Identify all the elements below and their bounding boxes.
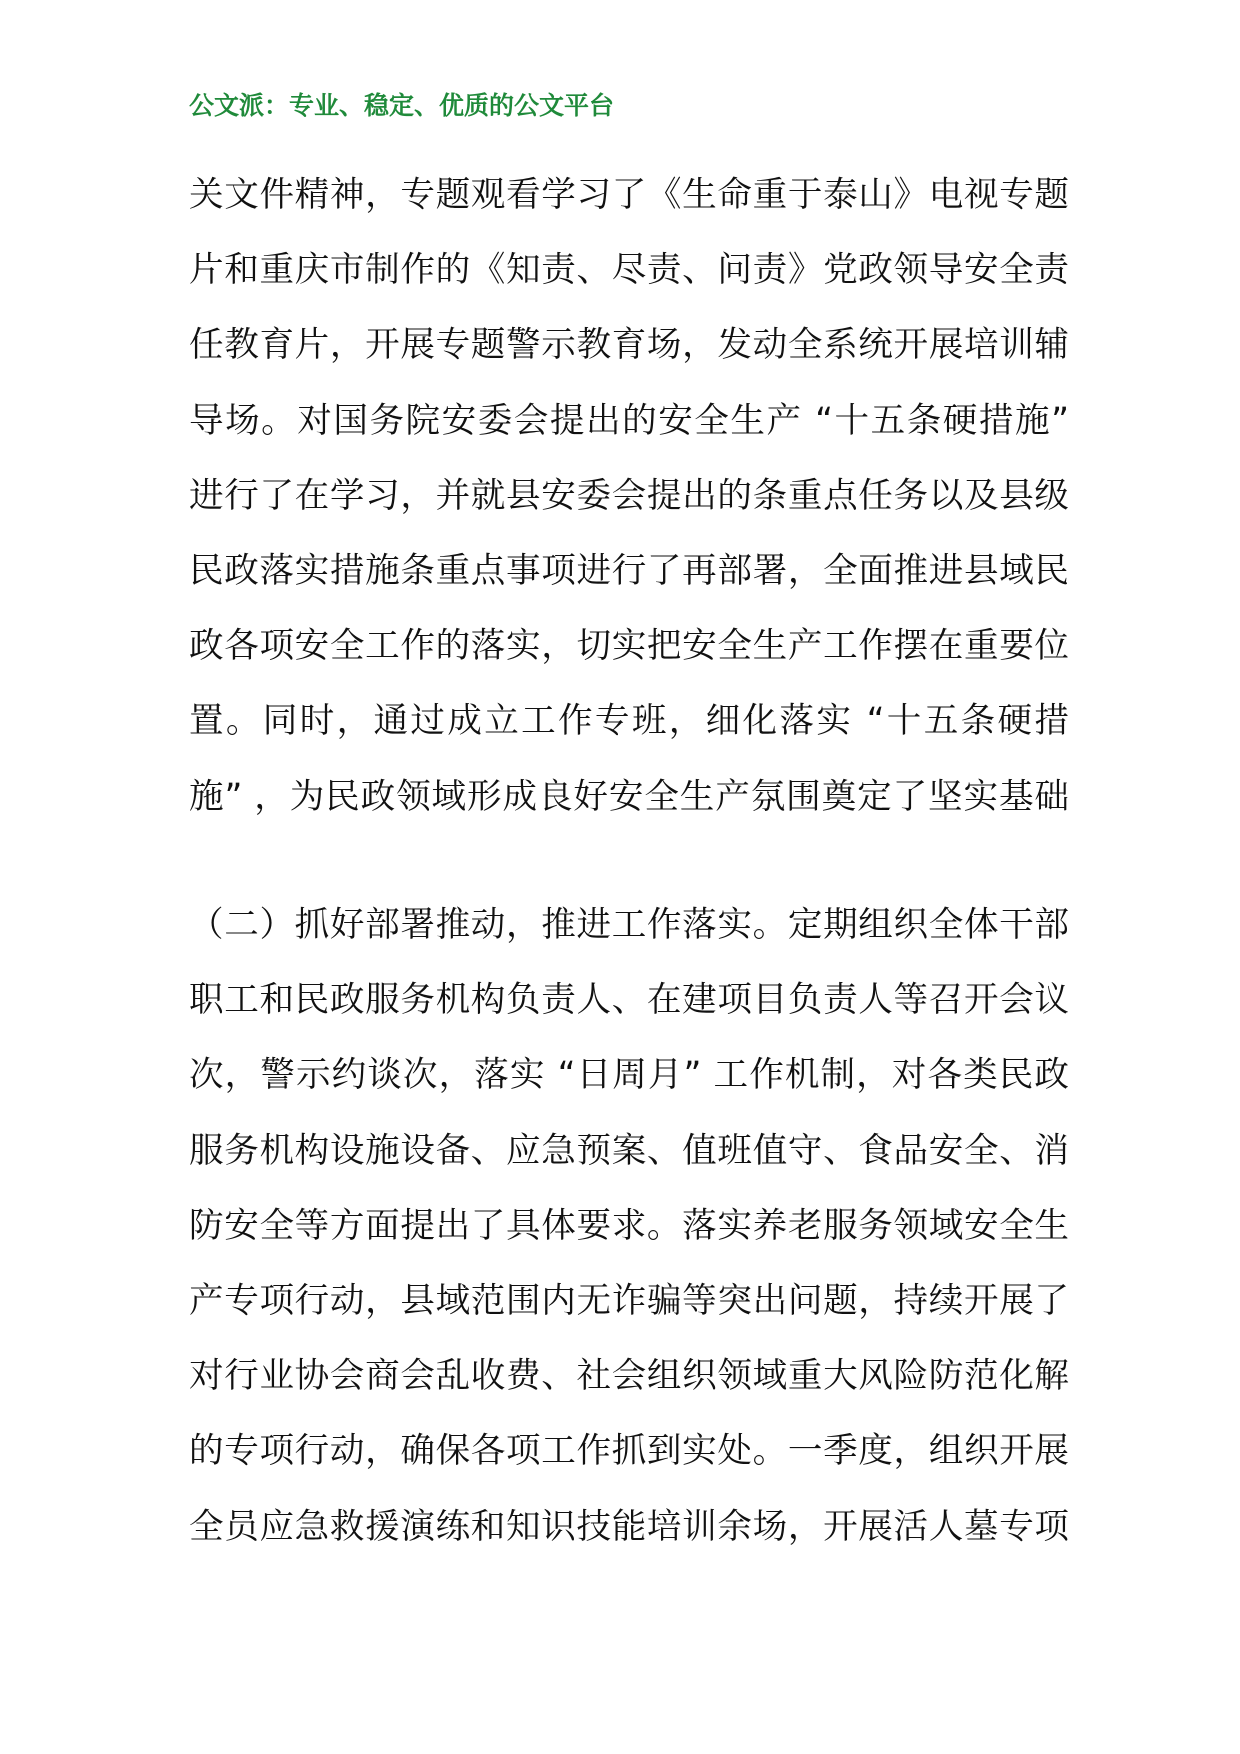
text-line: 次，警示约谈次，落实 “日周月” 工作机制，对各类民政 xyxy=(189,1055,1069,1096)
text-line: 片和重庆市制作的《知责、尽责、问责》党政领导安全责 xyxy=(189,250,1069,291)
text-line: 置。同时，通过成立工作专班，细化落实 “十五条硬措 xyxy=(189,701,1069,742)
text-line: 产专项行动，县域范围内无诈骗等突出问题，持续开展了 xyxy=(189,1280,1069,1321)
text-line: 关文件精神，专题观看学习了《生命重于泰山》电视专题 xyxy=(189,175,1069,215)
text-line: 对行业协会商会乱收费、社会组织领域重大风险防范化解 xyxy=(189,1356,1069,1397)
text-line: 施” ，为民政领域形成良好安全生产氛围奠定了坚实基础 xyxy=(189,776,1069,817)
text-line: 防安全等方面提出了具体要求。落实养老服务领域安全生 xyxy=(189,1205,1069,1246)
section-heading-line: （二）抓好部署推动，推进工作落实。定期组织全体干部 xyxy=(189,905,1069,945)
text-line: 的专项行动，确保各项工作抓到实处。一季度，组织开展 xyxy=(189,1431,1069,1472)
text-line: 导场。对国务院安委会提出的安全生产 “十五条硬措施” xyxy=(189,400,1069,441)
body-paragraph-2 xyxy=(189,888,1069,1565)
text-line: 全员应急救援演练和知识技能培训余场，开展活人墓专项 xyxy=(189,1506,1069,1547)
text-line: 政各项安全工作的落实，切实把安全生产工作摆在重要位 xyxy=(189,626,1069,667)
page-header-slogan: 公文派：专业、稳定、优质的公文平台 xyxy=(189,91,615,120)
text-line: 职工和民政服务机构负责人、在建项目负责人等召开会议 xyxy=(189,980,1069,1021)
text-line: 服务机构设施设备、应急预案、值班值守、食品安全、消 xyxy=(189,1130,1069,1171)
body-paragraph-1 xyxy=(189,158,1069,835)
text-line: 进行了在学习，并就县安委会提出的条重点任务以及县级 xyxy=(189,475,1069,516)
text-line: 民政落实措施条重点事项进行了再部署，全面推进县域民 xyxy=(189,550,1069,591)
text-line: 任教育片，开展专题警示教育场，发动全系统开展培训辅 xyxy=(189,325,1069,366)
